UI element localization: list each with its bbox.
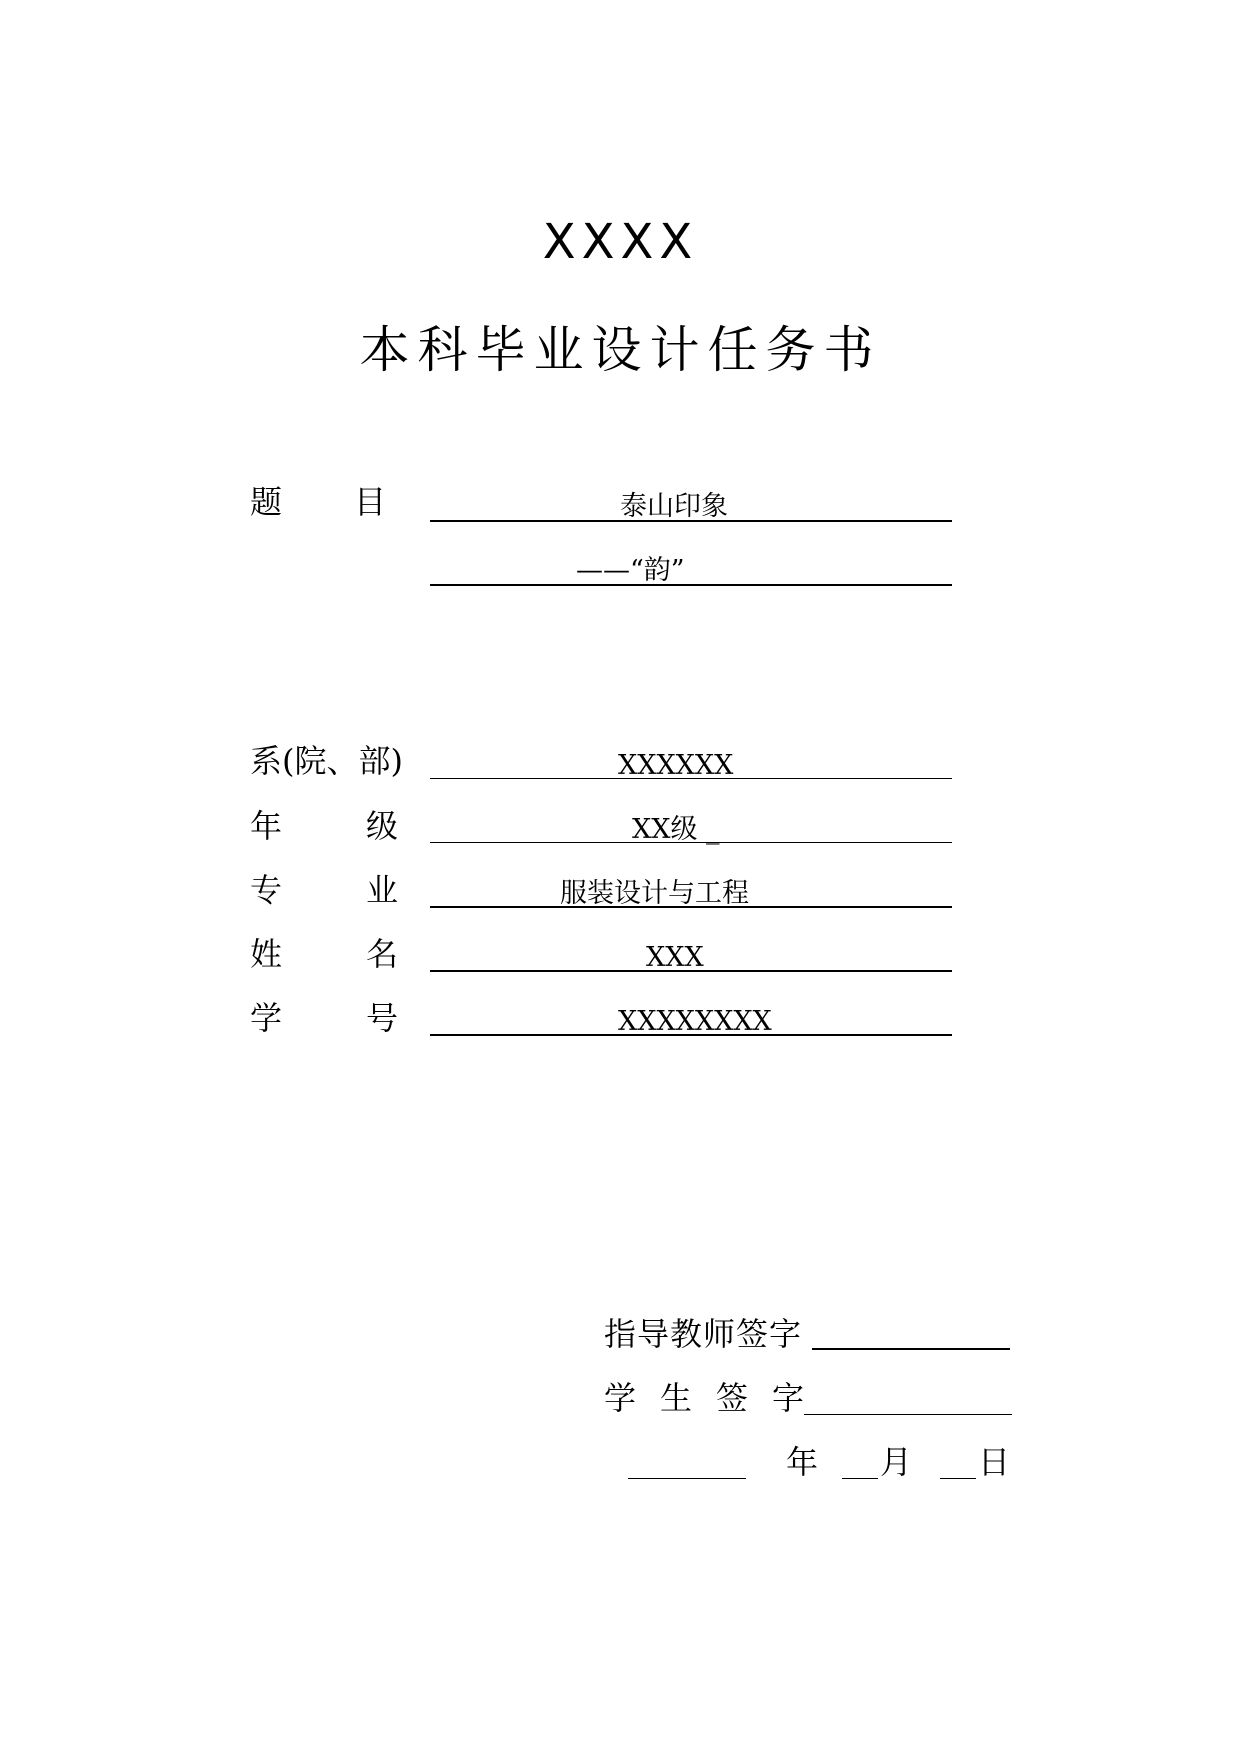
student-signature-line (804, 1414, 1012, 1415)
document-title: 本科毕业设计任务书 (359, 321, 882, 379)
day-label: 日 (978, 1443, 1011, 1481)
grade-label-char-2: 级 (366, 807, 399, 845)
major-underline (430, 906, 952, 908)
major-label-char-2: 业 (366, 871, 399, 909)
year-label: 年 (786, 1443, 819, 1481)
grade-label-char-1: 年 (250, 807, 283, 845)
topic-underline-1 (430, 520, 952, 522)
topic-label-char-1: 题 (250, 483, 283, 521)
grade-value: XX级 _ (632, 814, 720, 845)
month-blank-line (842, 1478, 878, 1479)
student-signature-label-char-1: 学 (604, 1379, 637, 1417)
advisor-signature-line (812, 1348, 1010, 1350)
department-label: 系(院、部) (250, 742, 403, 780)
student-id-underline (430, 1034, 952, 1036)
major-label-char-1: 专 (250, 871, 283, 909)
topic-value-line-1: 泰山印象 (620, 491, 728, 522)
student-id-value: XXXXXXXX (618, 1006, 772, 1037)
department-value: XXXXXX (618, 750, 734, 781)
topic-underline-2 (430, 584, 952, 586)
grade-underline (430, 842, 952, 843)
day-blank-line (940, 1478, 976, 1479)
advisor-signature-label: 指导教师签字 (604, 1315, 803, 1353)
name-label-char-2: 名 (366, 935, 399, 973)
school-name: XXXX (542, 214, 699, 270)
topic-label-char-2: 目 (354, 483, 387, 521)
department-underline (430, 778, 952, 779)
name-label-char-1: 姓 (250, 935, 283, 973)
student-signature-label-char-3: 签 (716, 1379, 749, 1417)
student-name-value: XXX (646, 942, 704, 973)
month-label: 月 (880, 1443, 913, 1481)
student-id-label-char-2: 号 (366, 999, 399, 1037)
name-underline (430, 970, 952, 972)
major-value: 服装设计与工程 (560, 878, 749, 909)
topic-value-line-2: ——“韵” (576, 555, 685, 586)
year-blank-line (628, 1478, 746, 1479)
student-id-label-char-1: 学 (250, 999, 283, 1037)
student-signature-label-char-4: 字 (772, 1379, 805, 1417)
student-signature-label-char-2: 生 (660, 1379, 693, 1417)
